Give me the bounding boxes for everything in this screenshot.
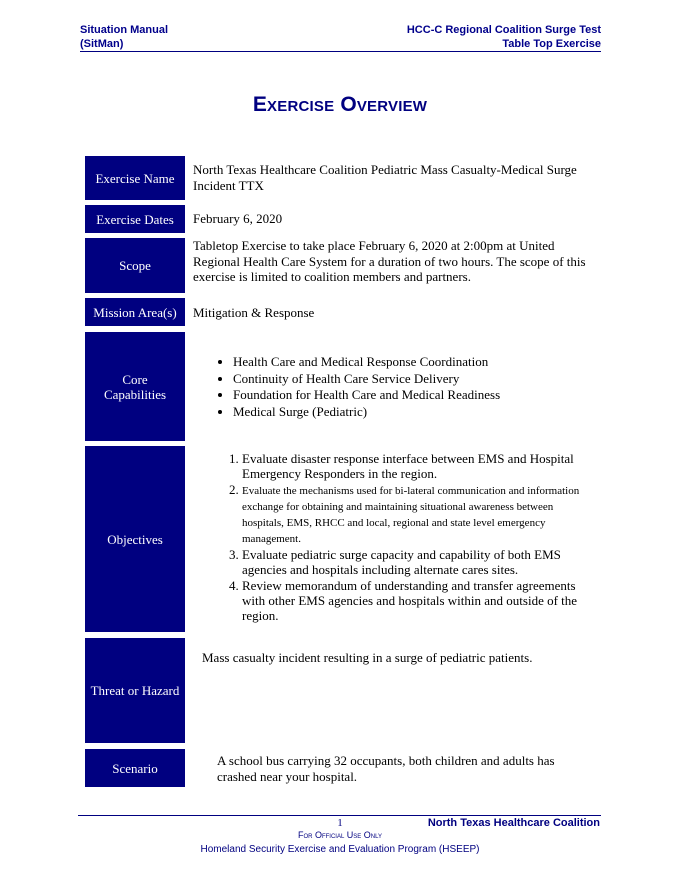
footer-official-use: For Official Use Only <box>297 830 383 840</box>
page-header <box>80 23 601 52</box>
header-exercise-title: HCC-C Regional Coalition Surge Test <box>406 24 601 36</box>
label-core-line2: Capabilities <box>103 386 167 402</box>
value-scenario: A school bus carrying 32 occupants, both children and adults has crashed near your hospital. <box>217 753 555 784</box>
value-threat-hazard: Mass casualty incident resulting in a surge of pediatric patients. <box>202 650 533 665</box>
label-core-capabilities <box>85 332 185 441</box>
header-doc-subtitle: (SitMan) <box>80 38 124 50</box>
list-item: • Medical Surge (Pediatric) <box>233 404 593 421</box>
value-exercise-dates: February 6, 2020 <box>193 211 283 226</box>
core-capabilities-list-wrap <box>193 354 593 420</box>
objectives-list <box>193 451 593 623</box>
list-item <box>242 482 593 546</box>
label-objectives: Objectives <box>85 446 185 632</box>
core-capabilities-list <box>193 354 593 420</box>
label-threat-hazard: Threat or Hazard <box>85 638 185 743</box>
footer-divider <box>78 815 601 816</box>
label-exercise-name: Exercise Name <box>85 156 185 200</box>
header-right <box>301 23 601 51</box>
header-doc-title: Situation Manual <box>80 24 168 36</box>
list-item: • Foundation for Health Care and Medical Readiness <box>233 387 593 404</box>
objective-text-small: Evaluate the mechanisms used for bi-lateral communication and information exchange for obtaining and maintaining situational awareness between hospitals, EMS, RHCC and local, regional and state level emergency management. <box>242 485 580 545</box>
value-scope: Tabletop Exercise to take place February 6, 2020 at 2:00pm at United Regional Health Care System for a duration of two hours. The scope of this exercise is limited to coalition members and partners. <box>193 238 586 284</box>
footer-program: Homeland Security Exercise and Evaluation Program (HSEEP) <box>200 844 480 855</box>
list-item: • Continuity of Health Care Service Delivery <box>233 371 593 388</box>
list-item: 3. Evaluate pediatric surge capacity and capability of both EMS agencies and hospitals including alternate cares sites. <box>242 547 593 577</box>
value-exercise-name: North Texas Healthcare Coalition Pediatric Mass Casualty-Medical Surge Incident TTX <box>193 162 577 193</box>
label-mission-areas: Mission Area(s) <box>85 298 185 326</box>
footer-org: North Texas Healthcare Coalition <box>427 817 600 829</box>
header-exercise-type: Table Top Exercise <box>502 38 601 50</box>
list-item: 4. Review memorandum of understanding and transfer agreements with other EMS agencies and hospitals within and outside of the region. <box>242 578 593 623</box>
objectives-list-wrap <box>193 451 593 624</box>
header-left <box>80 23 220 51</box>
page-title: Exercise Overview <box>252 93 428 116</box>
label-exercise-dates: Exercise Dates <box>85 205 185 233</box>
label-scope: Scope <box>85 238 185 293</box>
page-number: 1 <box>337 817 343 829</box>
list-item: • Health Care and Medical Response Coordination <box>233 354 593 371</box>
value-mission-areas: Mitigation & Response <box>193 305 315 320</box>
label-core-line1: Core <box>122 371 148 387</box>
list-item: 1. Evaluate disaster response interface between EMS and Hospital Emergency Responders in the region. <box>242 451 593 481</box>
label-scenario: Scenario <box>85 749 185 787</box>
